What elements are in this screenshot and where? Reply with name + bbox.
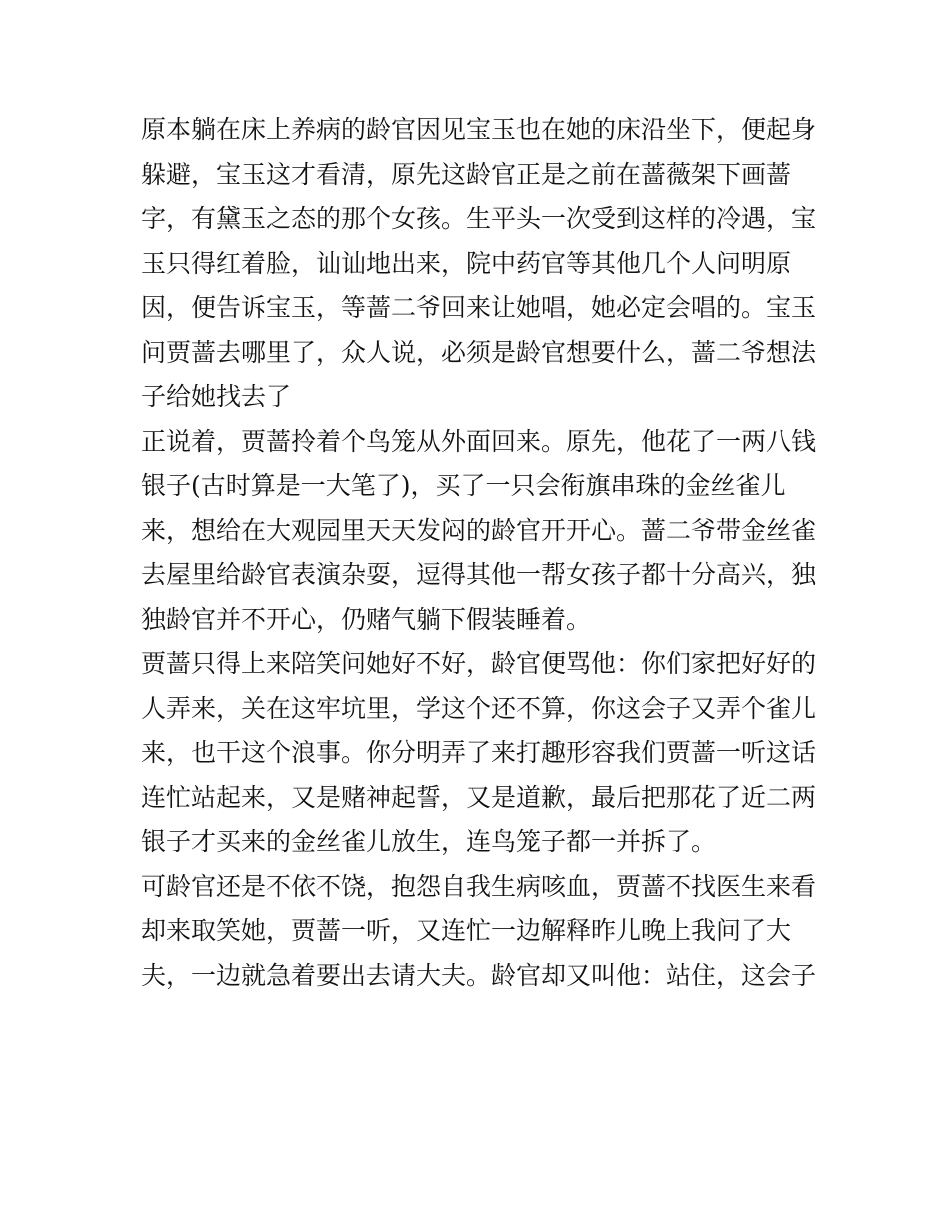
text-line: 来，想给在大观园里天天发闷的龄官开开心。蔷二爷带金丝雀 <box>141 515 817 545</box>
text-line: 躲避，宝玉这才看清，原先这龄官正是之前在蔷薇架下画蔷 <box>141 159 792 189</box>
text-line: 贾蔷只得上来陪笑问她好不好，龄官便骂他：你们家把好好的 <box>141 649 817 678</box>
text-line: 问贾蔷去哪里了，众人说，必须是龄官想要什么，蔷二爷想法 <box>141 337 817 367</box>
text-line: 独龄官并不开心，仍赌气躺下假装睡着。 <box>141 604 592 634</box>
text-line: 去屋里给龄官表演杂耍，逗得其他一帮女孩子都十分高兴，独 <box>141 560 817 589</box>
text-line: 银子(古时算是一大笔了)，买了一只会衔旗串珠的金丝雀儿 <box>141 471 786 500</box>
text-line: 可龄官还是不依不饶，抱怨自我生病咳血，贾蔷不找医生来看 <box>141 871 817 901</box>
body-text <box>141 108 821 998</box>
text-line: 子给她找去了 <box>141 382 292 411</box>
text-line: 原本躺在床上养病的龄官因见宝玉也在她的床沿坐下，便起身 <box>141 115 817 144</box>
text-line: 来，也干这个浪事。你分明弄了来打趣形容我们贾蔷一听这话 <box>141 738 817 767</box>
text-line: 夫，一边就急着要出去请大夫。龄官却又叫他：站住，这会子 <box>141 960 817 990</box>
text-line: 玉只得红着脸，讪讪地出来，院中药官等其他几个人问明原 <box>141 248 792 278</box>
text-line: 却来取笑她，贾蔷一听，又连忙一边解释昨儿晚上我问了大 <box>141 916 792 945</box>
text-line: 银子才买来的金丝雀儿放生，连鸟笼子都一并拆了。 <box>141 827 717 856</box>
text-line: 正说着，贾蔷拎着个鸟笼从外面回来。原先，他花了一两八钱 <box>141 426 817 456</box>
text-line: 字，有黛玉之态的那个女孩。生平头一次受到这样的冷遇，宝 <box>141 204 817 233</box>
text-line: 因，便告诉宝玉，等蔷二爷回来让她唱，她必定会唱的。宝玉 <box>141 293 817 322</box>
text-line: 人弄来，关在这牢坑里，学这个还不算，你这会子又弄个雀儿 <box>141 693 817 723</box>
text-line: 连忙站起来，又是赌神起誓，又是道歉，最后把那花了近二两 <box>141 782 817 812</box>
